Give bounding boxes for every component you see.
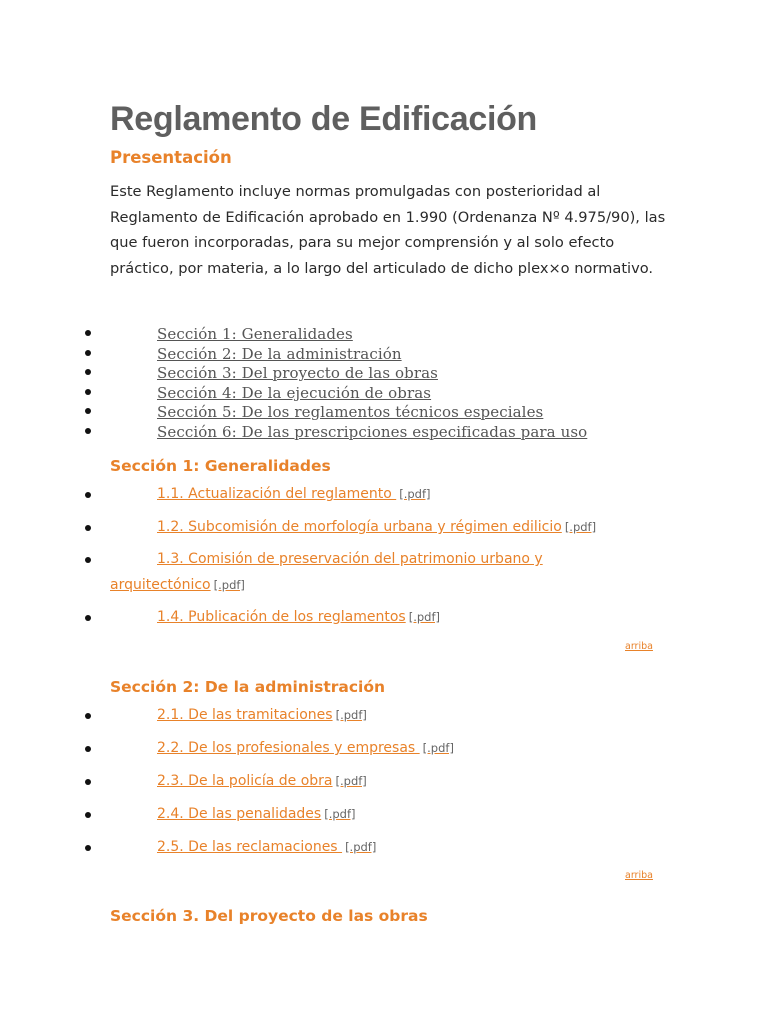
bullet-icon	[85, 350, 91, 356]
bullet-icon	[85, 525, 91, 531]
presentation-text: Este Reglamento incluye normas promulgadas con posterioridad al Reglamento de Edificación aprobado en 1.990 (Ordenanza Nº 4.975/90), las que fueron incorporadas, para su mejor comprensión y al solo efecto práctico, por materia, a lo largo del articulado de dicho plex×o normativo.	[110, 183, 666, 277]
list-item-text	[157, 806, 356, 822]
list-item	[0, 806, 768, 826]
pdf-label: [.pdf]	[399, 487, 431, 501]
bullet-icon	[85, 428, 91, 434]
toc-item	[0, 364, 768, 384]
list-item-text	[157, 551, 543, 567]
toc-link-seccion-2[interactable]: Sección 2: De la administración	[157, 345, 402, 363]
list-item	[0, 551, 768, 571]
item-link-2-5[interactable]: 2.5. De las reclamaciones	[157, 839, 343, 855]
pdf-label: [.pdf]	[213, 578, 245, 592]
toc-item	[0, 345, 768, 365]
bullet-icon	[85, 369, 91, 375]
section-1-heading: Sección 1: Generalidades	[110, 457, 331, 475]
list-item-text	[157, 486, 430, 502]
item-link-2-1[interactable]: 2.1. De las tramitaciones	[157, 707, 333, 723]
item-link-1-2[interactable]: 1.2. Subcomisión de morfología urbana y régimen edilicio	[157, 519, 562, 535]
bullet-icon	[85, 389, 91, 395]
toc-item	[0, 384, 768, 404]
item-link-1-3[interactable]: 1.3. Comisión de preservación del patrimonio urbano y	[157, 551, 543, 567]
toc-item	[0, 403, 768, 423]
item-link-1-3-cont[interactable]: arquitectónico	[110, 577, 211, 593]
pdf-label: [.pdf]	[564, 520, 597, 534]
bullet-icon	[85, 492, 91, 498]
list-item-text	[157, 519, 596, 535]
list-item	[0, 609, 768, 629]
toc-link-seccion-3[interactable]: Sección 3: Del proyecto de las obras	[157, 364, 438, 382]
list-item	[0, 519, 768, 539]
bullet-icon	[85, 812, 91, 818]
item-link-1-4[interactable]: 1.4. Publicación de los reglamentos	[157, 609, 406, 625]
bullet-icon	[85, 408, 91, 414]
pdf-label: [.pdf]	[345, 840, 377, 854]
list-item-text	[157, 609, 440, 625]
pdf-label: [.pdf]	[422, 741, 454, 755]
item-link-1-1[interactable]: 1.1. Actualización del reglamento	[157, 486, 397, 502]
back-to-top-link[interactable]: arriba	[625, 870, 653, 881]
item-link-2-2[interactable]: 2.2. De los profesionales y empresas	[157, 740, 420, 756]
section-2-heading: Sección 2: De la administración	[110, 678, 386, 696]
bullet-icon	[85, 746, 91, 752]
item-link-2-4[interactable]: 2.4. De las penalidades	[157, 806, 322, 822]
bullet-icon	[85, 779, 91, 785]
bullet-icon	[85, 845, 91, 851]
bullet-icon	[85, 330, 91, 336]
pdf-label: [.pdf]	[408, 610, 440, 624]
list-item-text	[110, 577, 245, 593]
presentation-heading: Presentación	[110, 148, 232, 167]
toc-item	[0, 423, 768, 443]
pdf-label: [.pdf]	[335, 708, 367, 722]
list-item	[0, 707, 768, 727]
bullet-icon	[85, 713, 91, 719]
list-item-text	[157, 839, 376, 855]
toc-link-seccion-6[interactable]: Sección 6: De las prescripciones especificadas para uso	[157, 423, 588, 441]
item-link-2-3[interactable]: 2.3. De la policía de obra	[157, 773, 333, 789]
list-item-text	[157, 707, 367, 723]
bullet-icon	[85, 615, 91, 621]
list-item-text	[157, 740, 454, 756]
list-item	[0, 740, 768, 760]
page-title: Reglamento de Edificación	[110, 100, 538, 138]
section-3-heading: Sección 3. Del proyecto de las obras	[110, 907, 428, 925]
pdf-label: [.pdf]	[335, 774, 367, 788]
toc-link-seccion-5[interactable]: Sección 5: De los reglamentos técnicos especiales	[157, 403, 544, 421]
pdf-label: [.pdf]	[324, 807, 356, 821]
toc-link-seccion-4[interactable]: Sección 4: De la ejecución de obras	[157, 384, 432, 402]
bullet-icon	[85, 557, 91, 563]
list-item-continuation	[0, 577, 768, 597]
list-item-text	[157, 773, 367, 789]
list-item	[0, 486, 768, 506]
toc-item	[0, 325, 768, 345]
list-item	[0, 839, 768, 859]
back-to-top-link[interactable]: arriba	[625, 641, 653, 652]
list-item	[0, 773, 768, 793]
toc-link-seccion-1[interactable]: Sección 1: Generalidades	[157, 325, 353, 343]
